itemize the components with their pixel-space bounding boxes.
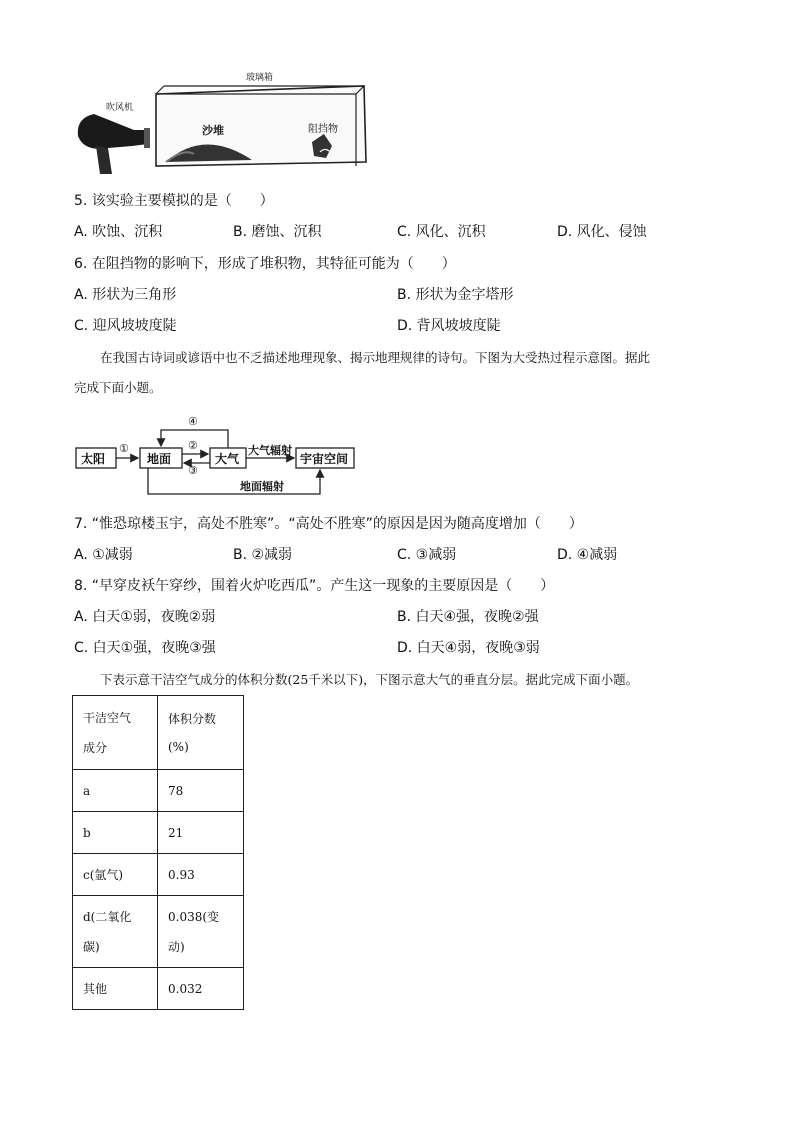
q5-option-b[interactable]: B. 磨蚀、沉积 [233, 224, 322, 240]
experiment-figure [74, 70, 374, 180]
table-cell: d(二氧化碳) [73, 896, 158, 968]
hair-dryer-icon [78, 114, 150, 174]
q7-option-d[interactable]: D. ④减弱 [557, 547, 618, 563]
table-cell: 0.93 [158, 854, 244, 896]
table-row [73, 968, 244, 1010]
q8-option-a[interactable]: A. 白天①弱，夜晚②弱 [74, 609, 216, 625]
arrow-2-label: ② [188, 439, 198, 452]
question-5-stem: 5. 该实验主要模拟的是（ ） [74, 193, 274, 209]
question-8-stem: 8. “早穿皮袄午穿纱，围着火炉吃西瓜”。产生这一现象的主要原因是（ ） [74, 578, 555, 594]
arrow-4-label: ④ [188, 415, 198, 428]
glass-box-label: 玻璃箱 [246, 73, 274, 83]
table-cell: 0.032 [158, 968, 244, 1010]
table-cell: 其他 [73, 968, 158, 1010]
question-6-stem: 6. 在阻挡物的影响下，形成了堆积物，其特征可能为（ ） [74, 256, 456, 272]
table-cell: a [73, 770, 158, 812]
table-cell: b [73, 812, 158, 854]
q7-option-a[interactable]: A. ①减弱 [74, 547, 133, 563]
table-intro-text: 下表示意干洁空气成分的体积分数(25千米以下)，下图示意大气的垂直分层。据此完成下面小题。 [100, 672, 639, 687]
q7-option-b[interactable]: B. ②减弱 [233, 547, 293, 563]
space-box: 宇宙空间 [300, 452, 349, 466]
table-row [73, 770, 244, 812]
table-header-cell: 干洁空气 成分 [73, 696, 158, 770]
table-row [73, 854, 244, 896]
arrow-3-label: ③ [188, 464, 198, 477]
q7-option-c[interactable]: C. ③减弱 [397, 547, 457, 563]
table-cell: 0.038(变动) [158, 896, 244, 968]
atmosphere-radiation-label: 大气辐射 [248, 444, 292, 457]
q5-option-d[interactable]: D. 风化、侵蚀 [557, 224, 647, 240]
q6-option-a[interactable]: A. 形状为三角形 [74, 287, 177, 303]
table-header-row [73, 696, 244, 770]
obstacle-label: 阻挡物 [308, 124, 338, 135]
q8-option-d[interactable]: D. 白天④弱，夜晚③弱 [397, 640, 540, 656]
q6-option-b[interactable]: B. 形状为金字塔形 [397, 287, 514, 303]
question-7-stem: 7. “惟恐琼楼玉宇，高处不胜寒”。“高处不胜寒”的原因是因为随高度增加（ ） [74, 516, 583, 532]
table-row [73, 812, 244, 854]
q8-option-c[interactable]: C. 白天①强，夜晚③强 [74, 640, 216, 656]
q5-option-c[interactable]: C. 风化、沉积 [397, 224, 486, 240]
q5-option-a[interactable]: A. 吹蚀、沉积 [74, 224, 163, 240]
arrow-1-label: ① [119, 442, 129, 455]
table-cell: c(氩气) [73, 854, 158, 896]
table-row [73, 896, 244, 968]
ground-radiation-label: 地面辐射 [240, 480, 284, 493]
intro-paragraph-line1: 在我国古诗词或谚语中也不乏描述地理现象、揭示地理规律的诗句。下图为大受热过程示意图。据此 [100, 350, 651, 365]
q6-option-c[interactable]: C. 迎风坡坡度陡 [74, 318, 177, 334]
blower-label: 吹风机 [106, 103, 134, 113]
atmosphere-box: 大气 [215, 452, 240, 466]
q6-option-d[interactable]: D. 背风坡坡度陡 [397, 318, 501, 334]
q8-option-b[interactable]: B. 白天④强，夜晚②强 [397, 609, 539, 625]
air-composition-table [72, 695, 244, 1010]
table-cell: 78 [158, 770, 244, 812]
intro-paragraph-line2: 完成下面小题。 [74, 380, 162, 395]
sun-box: 太阳 [81, 452, 106, 466]
sand-pile-label: 沙堆 [202, 124, 224, 137]
ground-box: 地面 [147, 452, 172, 466]
table-cell: 21 [158, 812, 244, 854]
heating-process-diagram [74, 412, 364, 500]
table-header-cell: 体积分数(%) [158, 696, 244, 770]
